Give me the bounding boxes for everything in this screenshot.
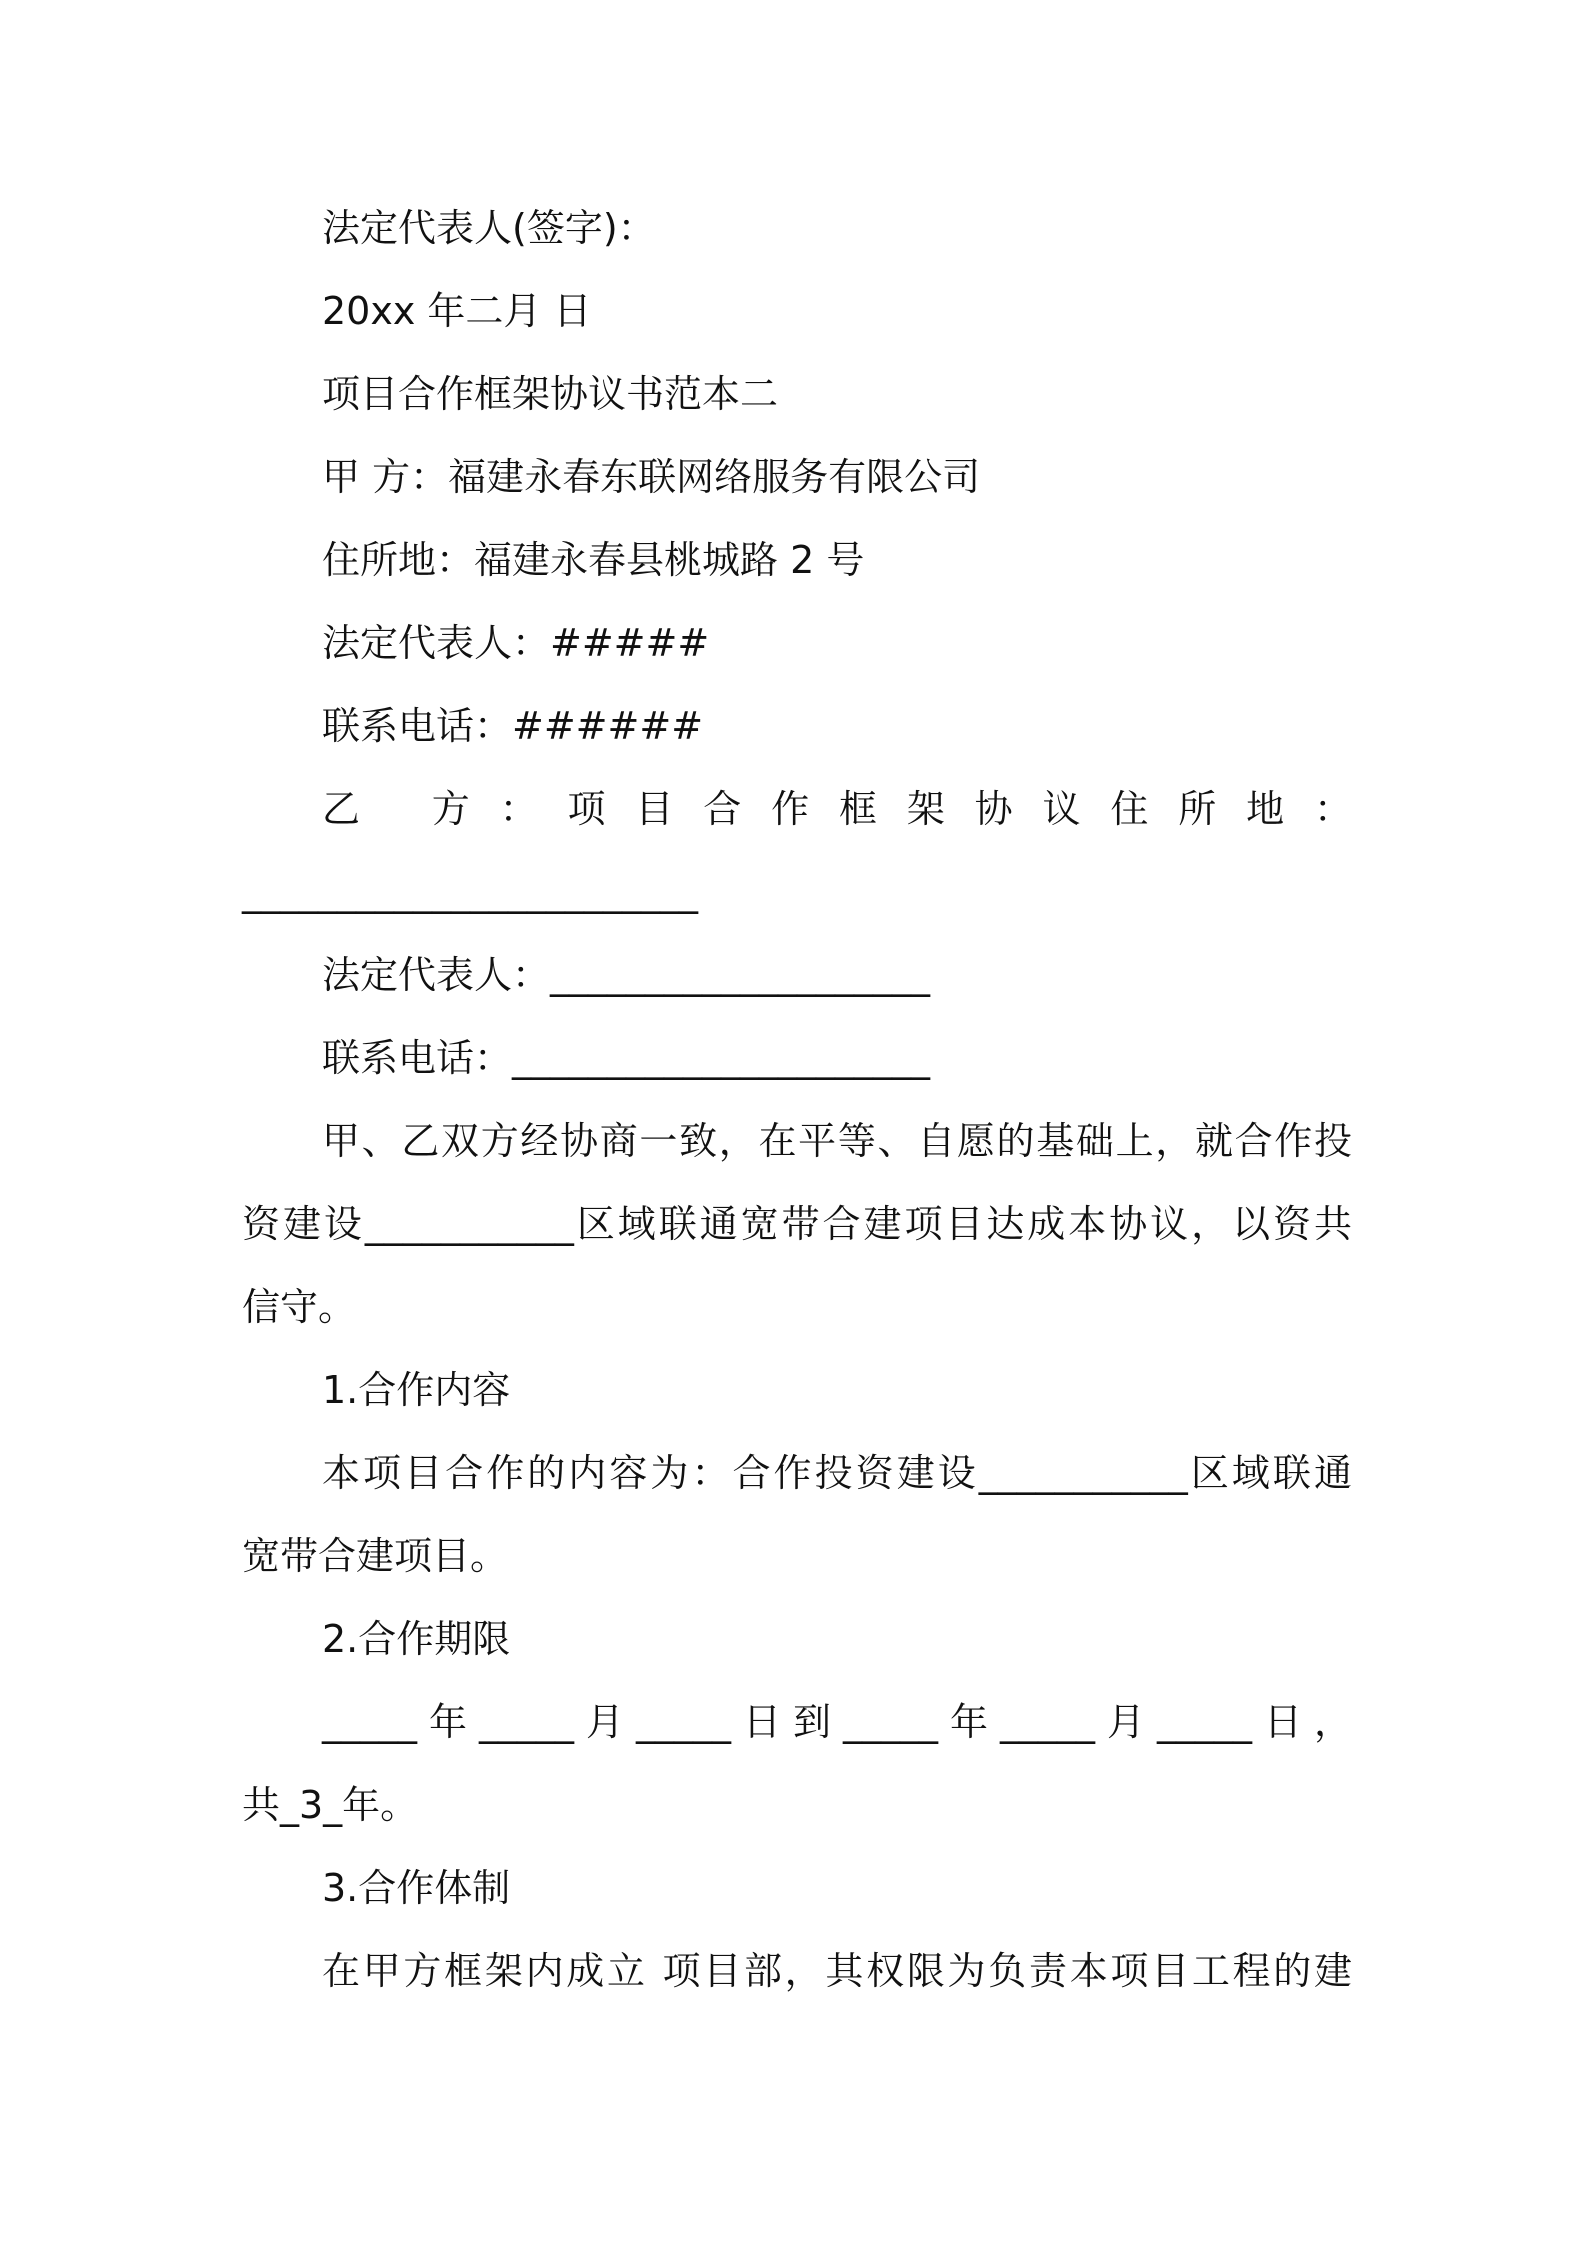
clause-3-text-1: 在甲方框架内成立 项目部，其权限为负责本项目工程的建: [322, 1949, 1352, 1993]
legal-rep-signature-line: 法定代表人(签字)：: [322, 206, 656, 250]
party-b-phone: 联系电话：______________________: [322, 1036, 931, 1080]
party-a-legal-rep: 法定代表人：#####: [322, 621, 710, 665]
clause-2-heading: 2.合作期限: [322, 1617, 511, 1661]
clause-1-text-1: 本项目合作的内容为：合作投资建设___________区域联通: [322, 1451, 1352, 1495]
party-b-legal-rep: 法定代表人：____________________: [322, 953, 931, 997]
party-a-address: 住所地：福建永春县桃城路 2 号: [322, 538, 865, 582]
section-title: 项目合作框架协议书范本二: [322, 372, 779, 416]
clause-2-text-1: _____年_____月_____日到_____年_____月_____日，: [322, 1700, 1352, 1744]
date-line: 20xx 年二月 日: [322, 289, 592, 333]
party-b-address-blank: ________________________: [242, 870, 698, 914]
party-b-line: 乙 方：项目合作框架协议住所地：: [322, 787, 1352, 831]
preamble-line-2: 资建设___________区域联通宽带合建项目达成本协议，以资共: [242, 1202, 1352, 1246]
clause-1-text-2: 宽带合建项目。: [242, 1534, 509, 1578]
preamble-line-3: 信守。: [242, 1285, 357, 1329]
clause-1-heading: 1.合作内容: [322, 1368, 511, 1412]
preamble-line-1: 甲、乙双方经协商一致，在平等、自愿的基础上，就合作投: [322, 1119, 1352, 1163]
clause-3-heading: 3.合作体制: [322, 1866, 511, 1910]
clause-2-text-2: 共_3_年。: [242, 1783, 419, 1827]
party-a-name: 甲 方：福建永春东联网络服务有限公司: [322, 455, 981, 499]
party-a-phone: 联系电话：######: [322, 704, 704, 748]
